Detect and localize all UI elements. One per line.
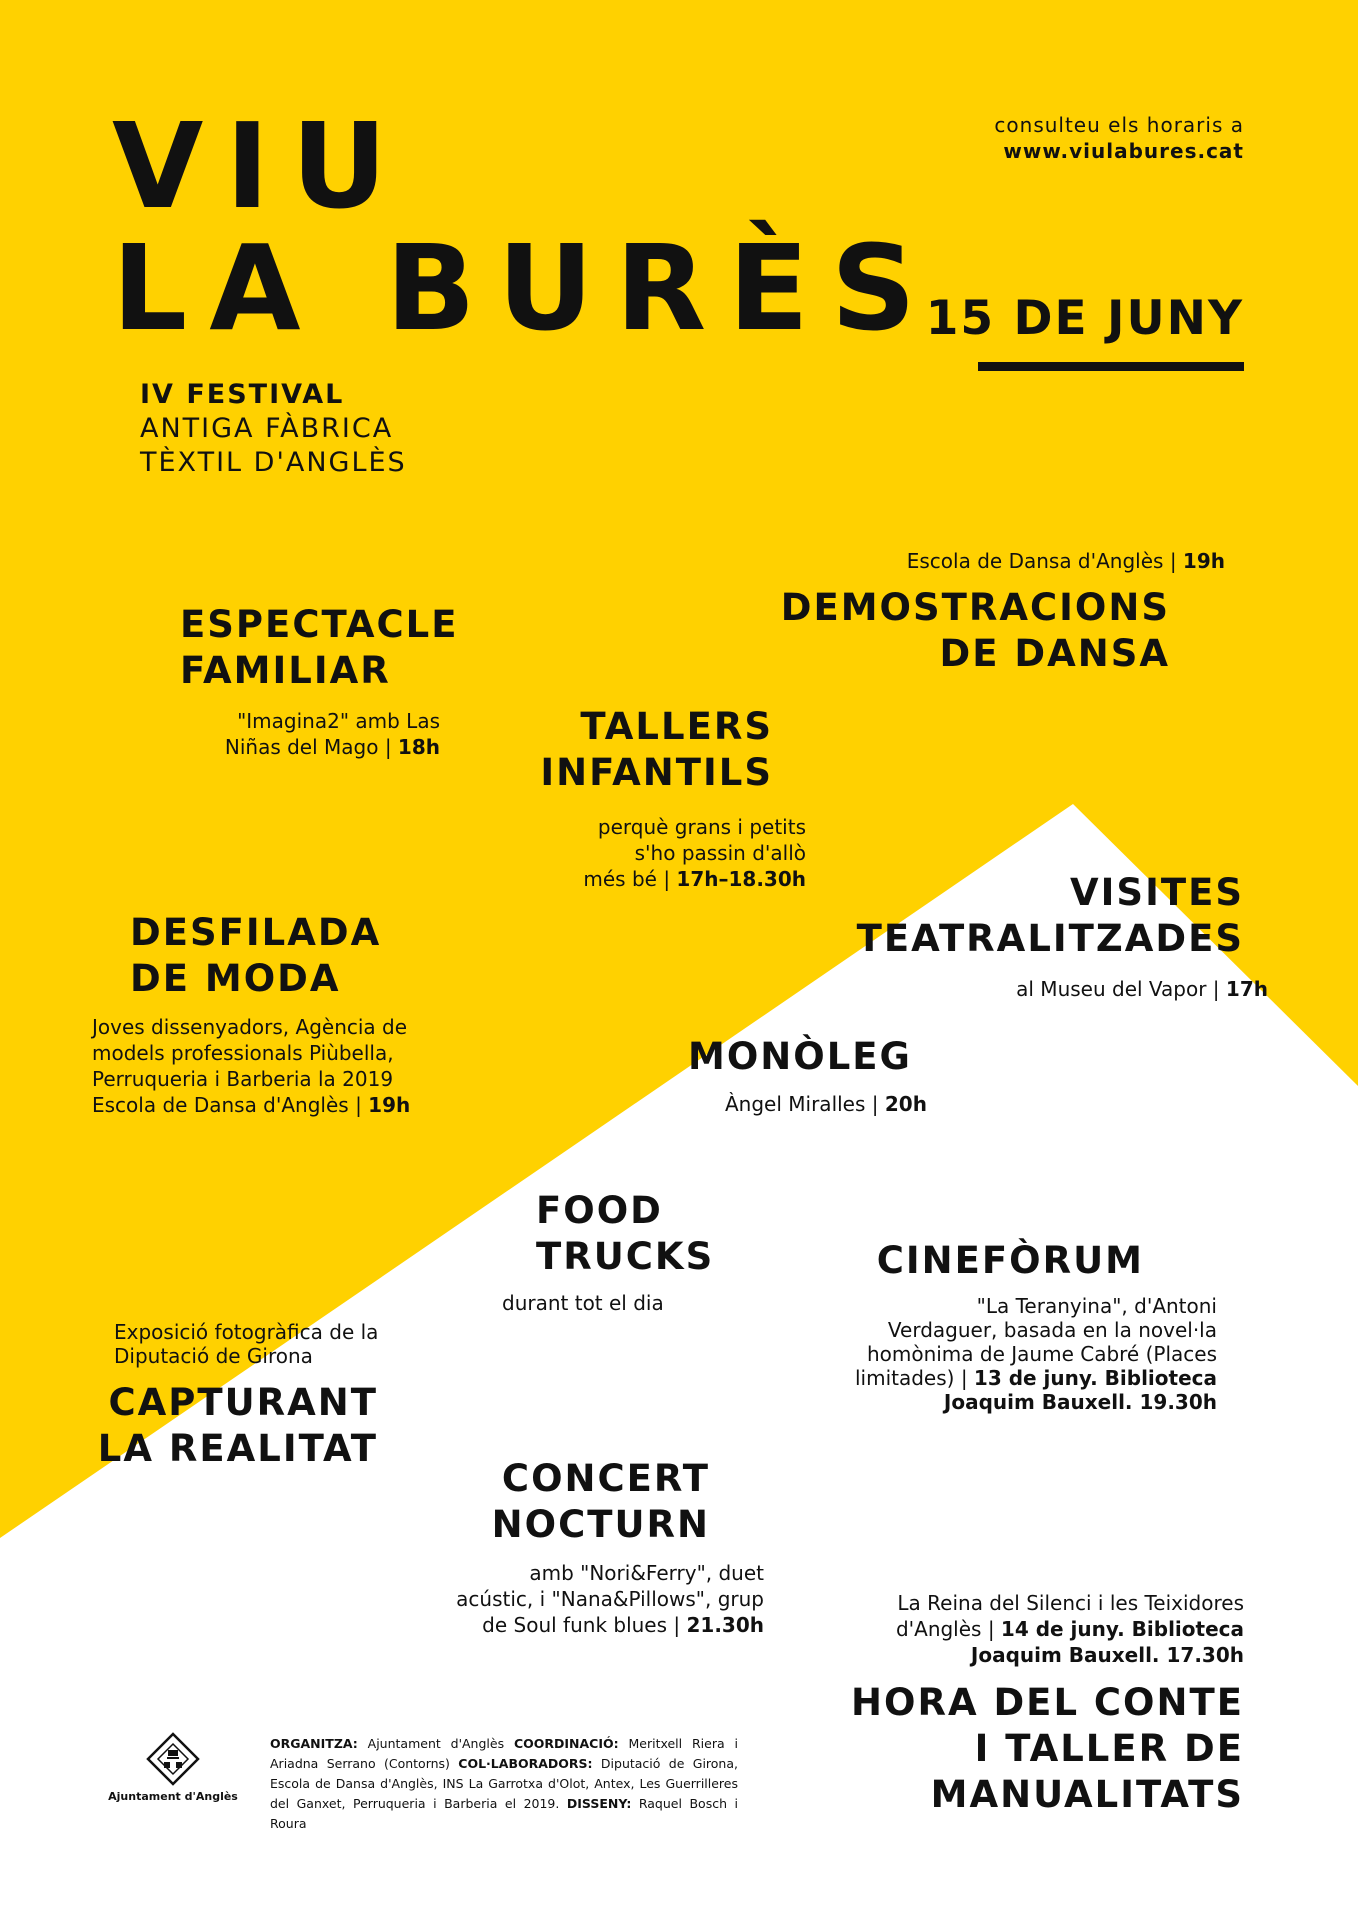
conte-title-line-1: HORA DEL CONTE — [851, 1681, 1244, 1724]
event-date: 15 DE JUNY — [925, 291, 1244, 346]
demostracions-dansa-title — [781, 585, 1170, 677]
logo-caption: Ajuntament d'Anglès — [108, 1790, 238, 1803]
tallers-time: 17h–18.30h — [676, 867, 806, 891]
website-block — [994, 112, 1244, 164]
visites-teatralitzades-title — [857, 870, 1244, 962]
title-line-2: LA BURÈS — [112, 219, 938, 357]
concert-nocturn-title — [492, 1456, 710, 1548]
espectacle-desc-line-2: Niñas del Mago | — [224, 735, 392, 759]
disseny-label: DISSENY: — [566, 1796, 632, 1811]
food-desc-text: durant tot el dia — [502, 1291, 664, 1315]
food-title-line-2: TRUCKS — [536, 1235, 715, 1278]
visites-desc — [1016, 976, 1268, 1002]
organitza-value: Ajuntament d'Anglès — [367, 1736, 505, 1751]
desfilada-desc-line-3: Perruqueria i Barberia la 2019 — [92, 1067, 394, 1091]
visites-title-line-1: VISITES — [1070, 871, 1244, 914]
tallers-desc-line-2: s'ho passin d'allò — [634, 841, 806, 865]
disseny-value: Raquel Bosch i Roura — [270, 1796, 738, 1831]
festival-subtitle — [140, 378, 407, 480]
cineforum-desc — [855, 1294, 1217, 1414]
cineforum-title-text: CINEFÒRUM — [876, 1239, 1144, 1282]
concert-title-line-1: CONCERT — [501, 1457, 710, 1500]
coordinacio-label: COORDINACIÓ: — [513, 1736, 619, 1751]
visites-title-line-2: TEATRALITZADES — [856, 917, 1244, 960]
food-trucks-desc — [502, 1290, 664, 1316]
monoleg-desc — [725, 1091, 927, 1117]
tallers-desc-line-1: perquè grans i petits — [597, 815, 806, 839]
date-underline — [978, 362, 1244, 371]
conte-desc — [896, 1590, 1244, 1668]
desfilada-desc-line-2: models professionals Piùbella, — [92, 1041, 394, 1065]
website-link[interactable]: www.viulabures.cat — [1003, 139, 1244, 163]
food-title-line-1: FOOD — [536, 1189, 663, 1232]
conte-title-line-3: MANUALITATS — [930, 1773, 1244, 1816]
desfilada-title-line-1: DESFILADA — [130, 911, 382, 954]
food-trucks-title — [536, 1188, 714, 1280]
conte-desc-line-2: d'Anglès | — [895, 1617, 995, 1641]
hora-del-conte-title — [851, 1680, 1244, 1818]
desfilada-time: 19h — [368, 1093, 411, 1117]
visites-desc-text: al Museu del Vapor | — [1016, 977, 1220, 1001]
cineforum-desc-line-3: homònima de Jaume Cabré (Places — [866, 1342, 1217, 1366]
desfilada-title-line-2: DE MODA — [130, 957, 341, 1000]
conte-date: 14 de juny. Biblioteca — [1000, 1617, 1244, 1641]
collaboradors-label: COL·LABORADORS: — [458, 1756, 593, 1771]
cineforum-desc-line-4: limitades) | — [854, 1366, 968, 1390]
capturant-realitat-title — [98, 1380, 378, 1472]
dansa-title-line-2: DE DANSA — [939, 632, 1170, 675]
cineforum-desc-line-1: "La Teranyina", d'Antoni — [976, 1294, 1217, 1318]
espectacle-title-line-2: FAMILIAR — [180, 649, 391, 692]
concert-time: 21.30h — [686, 1613, 764, 1637]
conte-place-time: Joaquim Bauxell. 17.30h — [970, 1643, 1244, 1667]
espectacle-familiar-desc — [225, 708, 440, 760]
concert-nocturn-desc — [456, 1560, 764, 1638]
desfilada-desc-line-1: Joves dissenyadors, Agència de — [92, 1015, 408, 1039]
espectacle-desc-line-1: "Imagina2" amb Las — [237, 709, 440, 733]
concert-desc-line-3: de Soul funk blues | — [482, 1613, 681, 1637]
monoleg-title-text: MONÒLEG — [688, 1035, 912, 1078]
capturant-desc-line-2: Diputació de Girona — [114, 1344, 313, 1368]
edition-label: IV FESTIVAL — [140, 379, 345, 410]
venue-line-1: ANTIGA FÀBRICA — [140, 413, 394, 444]
tallers-infantils-title — [540, 704, 773, 796]
cineforum-date: 13 de juny. Biblioteca — [973, 1366, 1217, 1390]
capturant-title-line-1: CAPTURANT — [108, 1381, 378, 1424]
concert-title-line-2: NOCTURN — [491, 1503, 710, 1546]
festival-title — [112, 97, 938, 357]
schedule-note: consulteu els horaris a — [994, 113, 1244, 137]
title-line-1: VIU — [112, 97, 410, 235]
tallers-title-line-1: TALLERS — [580, 705, 773, 748]
espectacle-time: 18h — [397, 735, 440, 759]
concert-desc-line-1: amb "Nori&Ferry", duet — [529, 1561, 764, 1585]
monoleg-time: 20h — [884, 1092, 927, 1116]
tallers-title-line-2: INFANTILS — [540, 751, 773, 794]
tallers-infantils-desc — [583, 814, 806, 892]
monoleg-desc-text: Àngel Miralles | — [725, 1092, 879, 1116]
dansa-info — [907, 548, 1225, 574]
venue-line-2: TÈXTIL D'ANGLÈS — [140, 447, 407, 478]
desfilada-moda-title — [130, 910, 381, 1002]
organitza-label: ORGANITZA: — [270, 1736, 358, 1751]
dansa-info-text: Escola de Dansa d'Anglès | — [906, 549, 1177, 573]
conte-desc-line-1: La Reina del Silenci i les Teixidores — [897, 1591, 1244, 1615]
cineforum-place-time: Joaquim Bauxell. 19.30h — [943, 1390, 1217, 1414]
desfilada-moda-desc — [92, 1014, 410, 1118]
cineforum-title — [877, 1238, 1144, 1284]
cineforum-desc-line-2: Verdaguer, basada en la novel·la — [887, 1318, 1217, 1342]
conte-title-line-2: I TALLER DE — [974, 1727, 1244, 1770]
dansa-time: 19h — [1182, 549, 1225, 573]
credits-block — [270, 1734, 738, 1834]
espectacle-title-line-1: ESPECTACLE — [180, 603, 459, 646]
espectacle-familiar-title — [180, 602, 458, 694]
collaboradors-value: Diputació de Girona, Escola de Dansa d'Anglès, INS La Garrotxa d'Olot, Antex, Les Guerrilleres del Ganxet, Perruqueria i Barberia el 2019. — [270, 1756, 738, 1811]
monoleg-title — [688, 1034, 912, 1080]
coordinacio-value: Meritxell Riera i Ariadna Serrano (Contorns) — [270, 1736, 738, 1771]
desfilada-desc-line-4: Escola de Dansa d'Anglès | — [92, 1093, 362, 1117]
capturant-title-line-2: LA REALITAT — [97, 1427, 378, 1470]
coat-of-arms-icon — [146, 1732, 200, 1786]
concert-desc-line-2: acústic, i "Nana&Pillows", grup — [456, 1587, 764, 1611]
capturant-desc — [114, 1320, 378, 1368]
town-council-logo — [108, 1732, 238, 1803]
dansa-title-line-1: DEMOSTRACIONS — [780, 586, 1170, 629]
capturant-desc-line-1: Exposició fotogràfica de la — [114, 1320, 379, 1344]
visites-time: 17h — [1225, 977, 1268, 1001]
tallers-desc-line-3: més bé | — [583, 867, 671, 891]
